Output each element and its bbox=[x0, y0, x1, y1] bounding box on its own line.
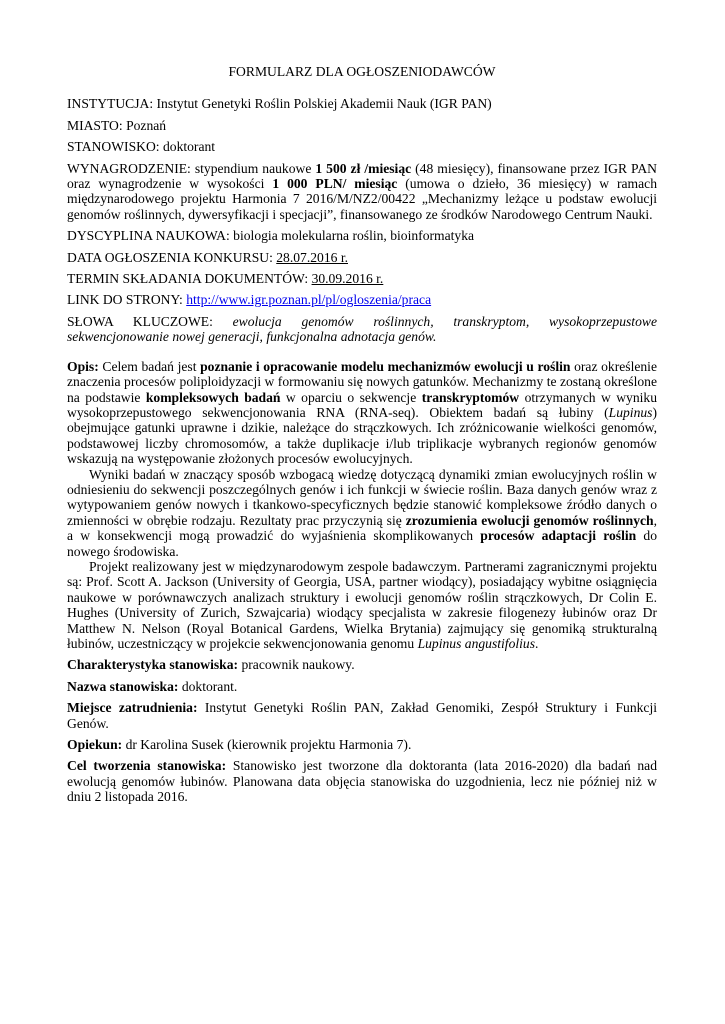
text-run: (umowa o dzieło, 36 miesięcy) w ramach międzynarodowego projektu Harmonia 7 2016/M/NZ2/00422 „Mechanizmy leżące u podstaw ewolucji genomów roślinnych, dywersyfikacji i specjacji”, finansowanego ze środków Narodowego Centrum Nauki. bbox=[67, 176, 657, 222]
salary-amount-2: 1 000 PLN/ miesiąc bbox=[272, 176, 398, 192]
text-run: w oparciu o sekwencje bbox=[285, 389, 417, 405]
field-label: Cel tworzenia stanowiska: bbox=[67, 758, 227, 774]
field-value: Instytut Genetyki Roślin Polskiej Akademii Nauk (IGR PAN) bbox=[156, 96, 492, 112]
document-page bbox=[67, 64, 657, 805]
text-run: (48 miesięcy), finansowane przez IGR PAN oraz wynagrodzenie w wysokości bbox=[67, 160, 657, 192]
field-stanowisko bbox=[67, 139, 657, 154]
field-instytucja bbox=[67, 96, 657, 111]
field-value: doktorant bbox=[162, 139, 216, 155]
field-value: Poznań bbox=[126, 117, 167, 133]
field-label: Nazwa stanowiska: bbox=[67, 678, 179, 694]
text-run: Projekt realizowany jest w międzynarodowym zespole badawczym. Partnerami zagranicznymi projektu są: Prof. Scott A. Jackson (University of Georgia, USA, partner wiodący), posiadający wybitne osiągnięcia naukowe w porównawczych analizach struktury i ewolucji genomów roślin strączkowych, Dr Colin E. Hughes (University of Zurich, Szwajcaria) wiodący specjalista w zakresie filogenezy łubinów oraz Dr Matthew N. Nelson (Royal Botanical Gardens, Wielka Brytania) zajmujący się genomiką strukturalną łubinów, uczestniczący w projekcie sekwencjonowania genomu bbox=[67, 558, 657, 651]
field-label: Opiekun: bbox=[67, 737, 123, 753]
field-data-ogloszenia bbox=[67, 250, 657, 265]
text-run: , a w konsekwencji mogą prowadzić do wyjaśnienia skomplikowanych bbox=[67, 512, 657, 544]
field-value: doktorant. bbox=[181, 678, 238, 694]
field-label: Charakterystyka stanowiska: bbox=[67, 657, 239, 673]
job-offer-link[interactable]: http://www.igr.poznan.pl/pl/ogloszenia/praca bbox=[186, 292, 432, 308]
opis-paragraph-2 bbox=[67, 467, 657, 559]
field-label: LINK DO STRONY: bbox=[67, 292, 183, 308]
emphasis: procesów adaptacji roślin bbox=[480, 528, 637, 544]
field-termin bbox=[67, 271, 657, 286]
field-value: 30.09.2016 r. bbox=[311, 271, 384, 287]
field-label: DATA OGŁOSZENIA KONKURSU: bbox=[67, 249, 273, 265]
field-label: DYSCYPLINA NAUKOWA: bbox=[67, 228, 230, 244]
opis-paragraph-1 bbox=[67, 359, 657, 467]
field-value: pracownik naukowy. bbox=[241, 657, 355, 673]
text-run: do nowego środowiska. bbox=[67, 528, 658, 559]
section-label: Opis: bbox=[67, 358, 99, 374]
field-wynagrodzenie bbox=[67, 161, 657, 223]
field-value: biologia molekularna roślin, bioinformatyka bbox=[233, 228, 475, 244]
field-label: SŁOWA KLUCZOWE: bbox=[67, 313, 213, 329]
field-link bbox=[67, 292, 657, 307]
text-run: Celem badań jest bbox=[102, 358, 197, 374]
field-miasto bbox=[67, 118, 657, 133]
species-name: Lupinus bbox=[608, 404, 653, 420]
field-value: Instytut Genetyki Roślin PAN, Zakład Genomiki, Zespół Struktury i Funkcji Genów. bbox=[67, 700, 657, 731]
field-cel bbox=[67, 758, 657, 804]
field-miejsce-zatrudnienia bbox=[67, 700, 657, 731]
opis-paragraph-3 bbox=[67, 559, 657, 651]
text-run: oraz określenie znaczenia procesów poliploidyzacji w formowaniu się nowych gatunków. Mechanizmy te zostaną określone na podstawie bbox=[67, 358, 657, 405]
field-nazwa-stanowiska bbox=[67, 679, 657, 694]
text-run: ) obejmujące gatunki uprawne i dzikie, należące do strączkowych. Ich zróżnicowanie wielkości genomów, podstawowej liczby chromosomów, a także duplikacje i/lub triplikacje wybranych regionów genomów wskazują na występowanie złożonych procesów ewolucyjnych. bbox=[67, 404, 657, 467]
field-label: TERMIN SKŁADANIA DOKUMENTÓW: bbox=[67, 271, 309, 287]
field-dyscyplina bbox=[67, 228, 657, 243]
field-value: 28.07.2016 r. bbox=[276, 249, 348, 265]
emphasis: transkryptomów bbox=[421, 389, 520, 405]
field-value: dr Karolina Susek (kierownik projektu Harmonia 7). bbox=[125, 737, 412, 753]
text-run: Wyniki badań w znaczący sposób wzbogacą wiedzę dotyczącą dynamiki zmian ewolucyjnych roślin w odniesieniu do sekwencji poszczególnych genów i ich funkcji w świecie roślin. Baza danych genów wraz z wytypowaniem genów nowych i tkankowo-specyficznych będzie stanowić kompleksowe źródło danych o zmienności w obrębie rodzaju. Rezultaty prac przyczynią się bbox=[67, 466, 657, 528]
field-value: Stanowisko jest tworzone dla doktoranta (lata 2016-2020) dla badań nad ewolucją genomów łubinów. Planowana data objęcia stanowiska do uzgodnienia, lecz nie później niż w dniu 2 listopada 2016. bbox=[67, 758, 657, 805]
text-run: stypendium naukowe bbox=[194, 160, 312, 176]
salary-amount-1: 1 500 zł /miesiąc bbox=[315, 160, 412, 176]
field-value: ewolucja genomów roślinnych, transkryptom, wysokoprzepustowe sekwencjonowanie nowej generacji, funkcjonalna adnotacja genów. bbox=[67, 313, 657, 345]
text-run: . bbox=[535, 636, 539, 651]
field-label: INSTYTUCJA: bbox=[67, 96, 154, 112]
species-name: Lupinus angustifolius bbox=[417, 636, 536, 651]
field-label: Miejsce zatrudnienia: bbox=[67, 700, 198, 716]
field-slowa-kluczowe bbox=[67, 314, 657, 345]
emphasis: zrozumienia ewolucji genomów roślinnych bbox=[405, 512, 654, 528]
emphasis: poznanie i opracowanie modelu mechanizmów ewolucji u roślin bbox=[200, 358, 571, 374]
emphasis: kompleksowych badań bbox=[145, 389, 281, 405]
field-label: STANOWISKO: bbox=[67, 139, 160, 155]
text-run: otrzymanych w wyniku wysokoprzepustowego sekwencjonowania RNA (RNA-seq). Obiektem badań są łubiny ( bbox=[67, 389, 658, 420]
field-label: WYNAGRODZENIE: bbox=[67, 160, 191, 176]
field-charakterystyka bbox=[67, 657, 657, 672]
field-opiekun bbox=[67, 737, 657, 752]
field-label: MIASTO: bbox=[67, 117, 123, 133]
document-title: FORMULARZ DLA OGŁOSZENIODAWCÓW bbox=[228, 64, 496, 79]
